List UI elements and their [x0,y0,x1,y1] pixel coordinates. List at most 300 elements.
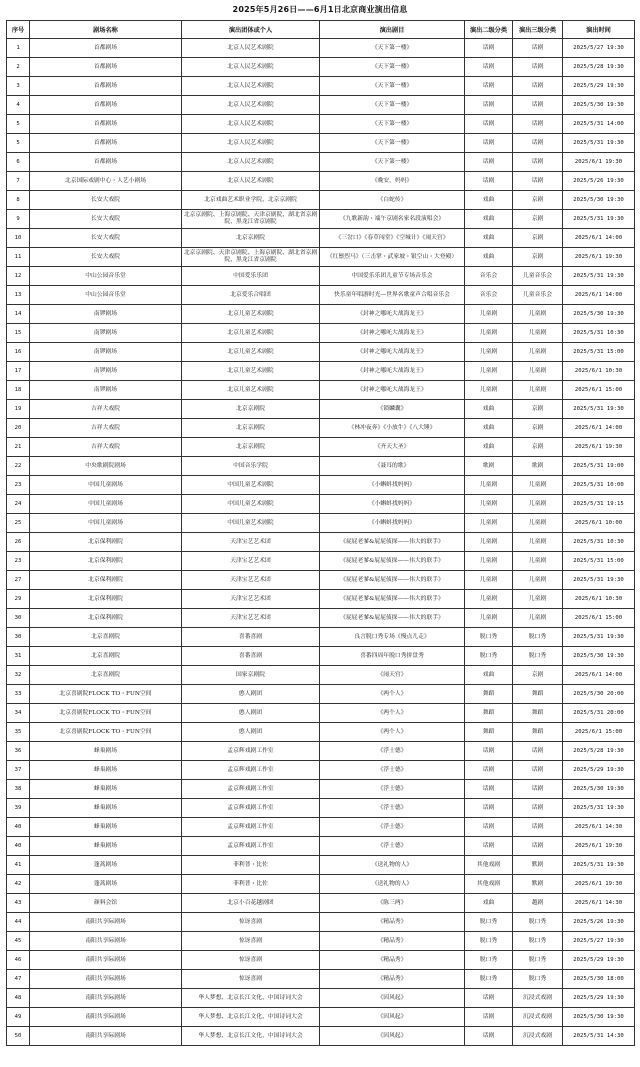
cell-program: 快乐童年唱游时光—世界名歌童声合唱音乐会 [320,286,465,305]
cell-category-2: 话剧 [465,818,513,837]
table-row [7,875,635,894]
cell-category-3: 儿童剧 [513,533,563,552]
cell-category-2: 儿童剧 [465,324,513,343]
cell-category-3: 儿童剧 [513,343,563,362]
cell-troupe: 菲利普・比佐 [182,875,320,894]
cell-troupe: 惊讶喜剧 [182,951,320,970]
cell-troupe: 北京儿童艺术剧院 [182,324,320,343]
cell-category-2: 话剧 [465,115,513,134]
cell-category-3: 京剧 [513,400,563,419]
cell-troupe: 北京戏曲艺术职业学院、北京京剧院 [182,191,320,210]
cell-program: 中国爱乐乐团儿童节专场音乐会 [320,267,465,286]
cell-category-2: 儿童剧 [465,590,513,609]
cell-time: 2025/5/31 14:00 [563,115,635,134]
cell-troupe: 北京儿童艺术剧院 [182,343,320,362]
cell-category-3: 话剧 [513,58,563,77]
cell-time: 2025/6/1 10:00 [563,514,635,533]
cell-index: 48 [7,989,30,1008]
cell-category-2: 儿童剧 [465,305,513,324]
cell-index: 32 [7,666,30,685]
table-row [7,1027,635,1046]
cell-program: 《浮士德》 [320,780,465,799]
cell-index: 39 [7,799,30,818]
cell-program: 《九歌新韵・端午京剧名家名段演唱会》 [320,210,465,229]
cell-time: 2025/6/1 14:30 [563,894,635,913]
cell-program: 《因风起》 [320,989,465,1008]
cell-time: 2025/5/26 19:30 [563,172,635,191]
cell-time: 2025/5/27 19:30 [563,39,635,58]
cell-index: 13 [7,286,30,305]
cell-index: 42 [7,875,30,894]
cell-time: 2025/5/31 10:00 [563,476,635,495]
table-row [7,970,635,989]
cell-time: 2025/5/31 19:30 [563,856,635,875]
cell-program: 《天下第一楼》 [320,153,465,172]
cell-troupe: 孟京辉戏剧工作室 [182,761,320,780]
cell-time: 2025/6/1 19:30 [563,248,635,267]
cell-venue: 蜂巢剧场 [30,837,182,856]
cell-venue: 北京喜剧院FLOCK TO・FUN空间 [30,685,182,704]
table-row [7,457,635,476]
cell-category-2: 话剧 [465,39,513,58]
table-row [7,628,635,647]
cell-index: 22 [7,457,30,476]
table-row [7,723,635,742]
cell-program: 《闹天宫》 [320,666,465,685]
cell-time: 2025/6/1 10:30 [563,590,635,609]
cell-category-2: 脱口秀 [465,970,513,989]
cell-time: 2025/5/29 19:30 [563,761,635,780]
cell-program: 《三岔口》《春草闯堂》《空城计》《闹天宫》 [320,229,465,248]
cell-time: 2025/6/1 19:30 [563,837,635,856]
cell-program: 《天下第一楼》 [320,58,465,77]
cell-time: 2025/5/31 19:30 [563,210,635,229]
cell-venue: 南锣剧场 [30,381,182,400]
cell-venue: 蜂巢剧场 [30,818,182,837]
cell-troupe: 喜番喜剧 [182,628,320,647]
table-row [7,96,635,115]
header-category-3: 演出三级分类 [513,21,563,39]
cell-time: 2025/5/31 19:30 [563,628,635,647]
cell-time: 2025/5/31 19:30 [563,571,635,590]
cell-category-3: 默剧 [513,875,563,894]
cell-time: 2025/5/28 19:30 [563,742,635,761]
cell-troupe: 惊讶喜剧 [182,932,320,951]
cell-venue: 蜂巢剧场 [30,742,182,761]
cell-category-2: 话剧 [465,134,513,153]
cell-venue: 中国儿童剧场 [30,495,182,514]
cell-category-3: 话剧 [513,96,563,115]
cell-troupe: 北京爱乐合唱团 [182,286,320,305]
table-row [7,685,635,704]
cell-troupe: 惊讶喜剧 [182,913,320,932]
cell-index: 46 [7,951,30,970]
cell-time: 2025/5/30 19:30 [563,96,635,115]
cell-troupe: 华人梦想、北京长江文化、中国诗词大会 [182,989,320,1008]
cell-venue: 首都剧场 [30,134,182,153]
cell-index: 17 [7,362,30,381]
cell-category-2: 儿童剧 [465,343,513,362]
cell-troupe: 北京人民艺术剧院 [182,115,320,134]
table-row [7,932,635,951]
cell-troupe: 孟京辉戏剧工作室 [182,837,320,856]
cell-category-2: 话剧 [465,761,513,780]
cell-program: 喜番四周年脱口秀拼盘秀 [320,647,465,666]
cell-venue: 北京喜剧院 [30,628,182,647]
cell-program: 《白蛇传》 [320,191,465,210]
table-row [7,951,635,970]
cell-time: 2025/6/1 15:00 [563,381,635,400]
cell-category-3: 京剧 [513,229,563,248]
cell-category-2: 音乐会 [465,267,513,286]
cell-category-3: 儿童剧 [513,514,563,533]
cell-index: 19 [7,400,30,419]
cell-time: 2025/6/1 14:00 [563,419,635,438]
cell-venue: 首都剧场 [30,96,182,115]
cell-index: 10 [7,229,30,248]
cell-index: 30 [7,609,30,628]
cell-category-3: 话剧 [513,761,563,780]
cell-category-3: 话剧 [513,742,563,761]
cell-category-3: 儿童音乐会 [513,286,563,305]
cell-troupe: 北京京剧院、天津京剧院、上海京剧院、湖北省京剧院、黑龙江省京剧院 [182,248,320,267]
table-row [7,438,635,457]
cell-program: 《屁屁老爹&屁屁侦探——伟大的联手》 [320,590,465,609]
cell-troupe: 国家京剧院 [182,666,320,685]
cell-index: 4 [7,96,30,115]
table-row [7,419,635,438]
cell-venue: 南阳共享际剧场 [30,913,182,932]
table-row [7,191,635,210]
cell-time: 2025/5/31 10:30 [563,533,635,552]
cell-troupe: 中国音乐学院 [182,457,320,476]
cell-venue: 长安大戏院 [30,248,182,267]
cell-troupe: 惊讶喜剧 [182,970,320,989]
table-row [7,172,635,191]
cell-program: 《小蝌蚪找妈妈》 [320,495,465,514]
cell-category-3: 京剧 [513,210,563,229]
cell-category-2: 儿童剧 [465,533,513,552]
cell-troupe: 北京京剧院 [182,400,320,419]
table-row [7,229,635,248]
header-category-2: 演出二级分类 [465,21,513,39]
table-row [7,248,635,267]
cell-troupe: 憨人剧团 [182,723,320,742]
table-row [7,856,635,875]
cell-time: 2025/5/26 19:30 [563,913,635,932]
cell-time: 2025/5/27 19:30 [563,932,635,951]
cell-category-3: 话剧 [513,780,563,799]
cell-program: 《浮士德》 [320,837,465,856]
cell-venue: 吉祥大戏院 [30,438,182,457]
cell-category-2: 儿童剧 [465,552,513,571]
cell-time: 2025/6/1 19:30 [563,153,635,172]
cell-troupe: 北京儿童艺术剧院 [182,362,320,381]
document-title: 2025年5月26日——6月1日北京商业演出信息 [232,5,408,14]
cell-category-3: 儿童剧 [513,476,563,495]
cell-troupe: 天津宝艺艺术团 [182,571,320,590]
cell-category-3: 话剧 [513,77,563,96]
cell-program: 《封神之哪吒大战海龙王》 [320,381,465,400]
cell-program: 《天下第一楼》 [320,115,465,134]
cell-venue: 北京保利剧院 [30,552,182,571]
cell-time: 2025/6/1 15:00 [563,609,635,628]
cell-time: 2025/5/29 19:30 [563,951,635,970]
cell-index: 38 [7,780,30,799]
cell-program: 《封神之哪吒大战海龙王》 [320,324,465,343]
table-body [7,39,635,1046]
cell-program: 《天下第一楼》 [320,39,465,58]
cell-category-3: 沉浸式戏剧 [513,1027,563,1046]
cell-category-2: 话剧 [465,1008,513,1027]
cell-troupe: 菲利普・比佐 [182,856,320,875]
cell-troupe: 孟京辉戏剧工作室 [182,799,320,818]
cell-venue: 蓬蒿剧场 [30,875,182,894]
cell-category-2: 话剧 [465,77,513,96]
table-row [7,115,635,134]
cell-category-3: 默剧 [513,856,563,875]
cell-time: 2025/5/30 18:00 [563,970,635,989]
cell-program: 《屁屁老爹&屁屁侦探——伟大的联手》 [320,552,465,571]
cell-category-3: 京剧 [513,419,563,438]
cell-troupe: 北京儿童艺术剧院 [182,381,320,400]
cell-time: 2025/5/30 19:30 [563,780,635,799]
header-time: 演出时间 [563,21,635,39]
cell-category-2: 儿童剧 [465,476,513,495]
cell-category-3: 沉浸式戏剧 [513,1008,563,1027]
cell-troupe: 憨人剧团 [182,704,320,723]
cell-venue: 北京保利剧院 [30,571,182,590]
cell-venue: 中国儿童剧场 [30,476,182,495]
cell-venue: 中山公园音乐堂 [30,286,182,305]
cell-category-3: 儿童剧 [513,305,563,324]
cell-category-3: 儿童剧 [513,495,563,514]
cell-time: 2025/5/28 19:30 [563,58,635,77]
cell-venue: 北京保利剧院 [30,533,182,552]
cell-category-3: 沉浸式戏剧 [513,989,563,1008]
header-program: 演出剧目 [320,21,465,39]
cell-category-3: 脱口秀 [513,913,563,932]
cell-category-2: 戏曲 [465,400,513,419]
cell-category-3: 越剧 [513,894,563,913]
cell-venue: 吉祥大戏院 [30,400,182,419]
cell-program: 良言脱口秀专场《慢点儿走》 [320,628,465,647]
cell-category-2: 戏曲 [465,666,513,685]
cell-time: 2025/6/1 14:00 [563,229,635,248]
table-row [7,818,635,837]
cell-troupe: 北京京剧院 [182,229,320,248]
cell-index: 21 [7,438,30,457]
cell-troupe: 北京人民艺术剧院 [182,77,320,96]
header-index: 序号 [7,21,30,39]
cell-time: 2025/5/31 20:00 [563,704,635,723]
cell-category-3: 话剧 [513,837,563,856]
header-troupe: 演出团体或个人 [182,21,320,39]
cell-venue: 北京喜剧院 [30,666,182,685]
cell-troupe: 北京京剧院 [182,438,320,457]
cell-program: 《两个人》 [320,704,465,723]
cell-venue: 南阳共享际剧场 [30,989,182,1008]
table-row [7,343,635,362]
table-row [7,837,635,856]
cell-index: 5 [7,134,30,153]
cell-program: 《红鬃烈马》（三击掌・武家坡・银空山・大登殿） [320,248,465,267]
cell-category-2: 戏曲 [465,438,513,457]
cell-index: 18 [7,381,30,400]
cell-category-3: 话剧 [513,134,563,153]
cell-category-2: 脱口秀 [465,628,513,647]
table-row [7,153,635,172]
cell-time: 2025/5/31 10:30 [563,324,635,343]
cell-troupe: 天津宝艺艺术团 [182,552,320,571]
cell-venue: 北京喜剧院 [30,647,182,666]
cell-category-2: 话剧 [465,742,513,761]
cell-index: 2 [7,58,30,77]
cell-troupe: 中国儿童艺术剧院 [182,514,320,533]
cell-troupe: 北京人民艺术剧院 [182,134,320,153]
cell-category-3: 歌剧 [513,457,563,476]
cell-troupe: 孟京辉戏剧工作室 [182,742,320,761]
cell-venue: 长安大戏院 [30,191,182,210]
table-row [7,989,635,1008]
cell-venue: 长安大戏院 [30,229,182,248]
cell-venue: 蜂巢剧场 [30,780,182,799]
cell-index: 45 [7,932,30,951]
cell-index: 23 [7,476,30,495]
cell-category-2: 话剧 [465,780,513,799]
cell-category-3: 脱口秀 [513,951,563,970]
cell-time: 2025/6/1 14:00 [563,286,635,305]
table-row [7,476,635,495]
cell-program: 《浮士德》 [320,742,465,761]
cell-troupe: 孟京辉戏剧工作室 [182,780,320,799]
cell-index: 44 [7,913,30,932]
cell-time: 2025/5/29 19:30 [563,989,635,1008]
cell-time: 2025/5/30 19:30 [563,1008,635,1027]
cell-category-2: 儿童剧 [465,609,513,628]
cell-category-3: 儿童剧 [513,571,563,590]
cell-program: 《封神之哪吒大战海龙王》 [320,362,465,381]
cell-venue: 南阳共享际剧场 [30,932,182,951]
cell-index: 7 [7,172,30,191]
cell-index: 40 [7,837,30,856]
cell-category-3: 话剧 [513,115,563,134]
table-row [7,647,635,666]
cell-venue: 吉祥大戏院 [30,419,182,438]
cell-venue: 南锣剧场 [30,324,182,343]
cell-venue: 北京喜剧院FLOCK TO・FUN空间 [30,704,182,723]
cell-category-2: 话剧 [465,96,513,115]
cell-index: 12 [7,267,30,286]
cell-index: 49 [7,1008,30,1027]
cell-troupe: 华人梦想、北京长江文化、中国诗词大会 [182,1008,320,1027]
cell-category-2: 戏曲 [465,894,513,913]
cell-category-2: 儿童剧 [465,571,513,590]
cell-program: 《小蝌蚪找妈妈》 [320,476,465,495]
cell-index: 40 [7,818,30,837]
cell-venue: 南锣剧场 [30,343,182,362]
cell-index: 14 [7,305,30,324]
cell-index: 30 [7,628,30,647]
cell-category-3: 话剧 [513,799,563,818]
cell-category-3: 儿童剧 [513,381,563,400]
cell-program: 《浮士德》 [320,818,465,837]
cell-troupe: 喜番喜剧 [182,647,320,666]
cell-category-2: 话剧 [465,989,513,1008]
cell-program: 《天下第一楼》 [320,96,465,115]
cell-venue: 首都剧场 [30,115,182,134]
cell-troupe: 天津宝艺艺术团 [182,533,320,552]
cell-index: 8 [7,191,30,210]
cell-category-3: 舞蹈 [513,685,563,704]
cell-category-3: 京剧 [513,666,563,685]
cell-category-2: 歌剧 [465,457,513,476]
cell-index: 16 [7,343,30,362]
cell-time: 2025/6/1 15:00 [563,723,635,742]
table-row [7,590,635,609]
cell-troupe: 憨人剧团 [182,685,320,704]
cell-venue: 北京保利剧院 [30,609,182,628]
cell-index: 47 [7,970,30,989]
cell-category-2: 戏曲 [465,191,513,210]
cell-index: 29 [7,590,30,609]
cell-category-3: 儿童剧 [513,362,563,381]
cell-venue: 南阳共享际剧场 [30,951,182,970]
cell-index: 34 [7,704,30,723]
cell-program: 《两个人》 [320,685,465,704]
cell-venue: 中山公园音乐堂 [30,267,182,286]
cell-index: 9 [7,210,30,229]
cell-index: 27 [7,571,30,590]
cell-program: 《精品秀》 [320,913,465,932]
cell-venue: 北京国际戏剧中心・人艺小剧场 [30,172,182,191]
cell-index: 33 [7,685,30,704]
cell-time: 2025/5/31 15:00 [563,343,635,362]
cell-troupe: 北京儿童艺术剧院 [182,305,320,324]
cell-category-3: 京剧 [513,248,563,267]
cell-venue: 中央歌剧院剧场 [30,457,182,476]
table-row [7,1008,635,1027]
cell-category-2: 儿童剧 [465,381,513,400]
cell-index: 23 [7,552,30,571]
cell-category-3: 儿童剧 [513,324,563,343]
cell-program: 《精品秀》 [320,932,465,951]
cell-venue: 南阳共享际剧场 [30,970,182,989]
table-row [7,286,635,305]
cell-time: 2025/6/1 19:30 [563,875,635,894]
cell-program: 《屁屁老爹&屁屁侦探——伟大的联手》 [320,571,465,590]
cell-troupe: 北京人民艺术剧院 [182,58,320,77]
cell-troupe: 天津宝艺艺术团 [182,609,320,628]
cell-venue: 首都剧场 [30,39,182,58]
cell-time: 2025/5/31 19:30 [563,267,635,286]
cell-category-2: 戏曲 [465,210,513,229]
cell-time: 2025/5/31 19:00 [563,457,635,476]
cell-venue: 长安大戏院 [30,210,182,229]
cell-index: 31 [7,647,30,666]
cell-program: 《陈三两》 [320,894,465,913]
cell-category-2: 脱口秀 [465,951,513,970]
cell-program: 《聂耳的歌》 [320,457,465,476]
cell-program: 《送礼物的人》 [320,875,465,894]
cell-program: 《晚安，妈妈》 [320,172,465,191]
cell-venue: 首都剧场 [30,77,182,96]
table-row [7,381,635,400]
performance-table [6,20,635,1046]
cell-troupe: 北京人民艺术剧院 [182,172,320,191]
cell-category-3: 儿童剧 [513,552,563,571]
header-row [7,21,635,39]
